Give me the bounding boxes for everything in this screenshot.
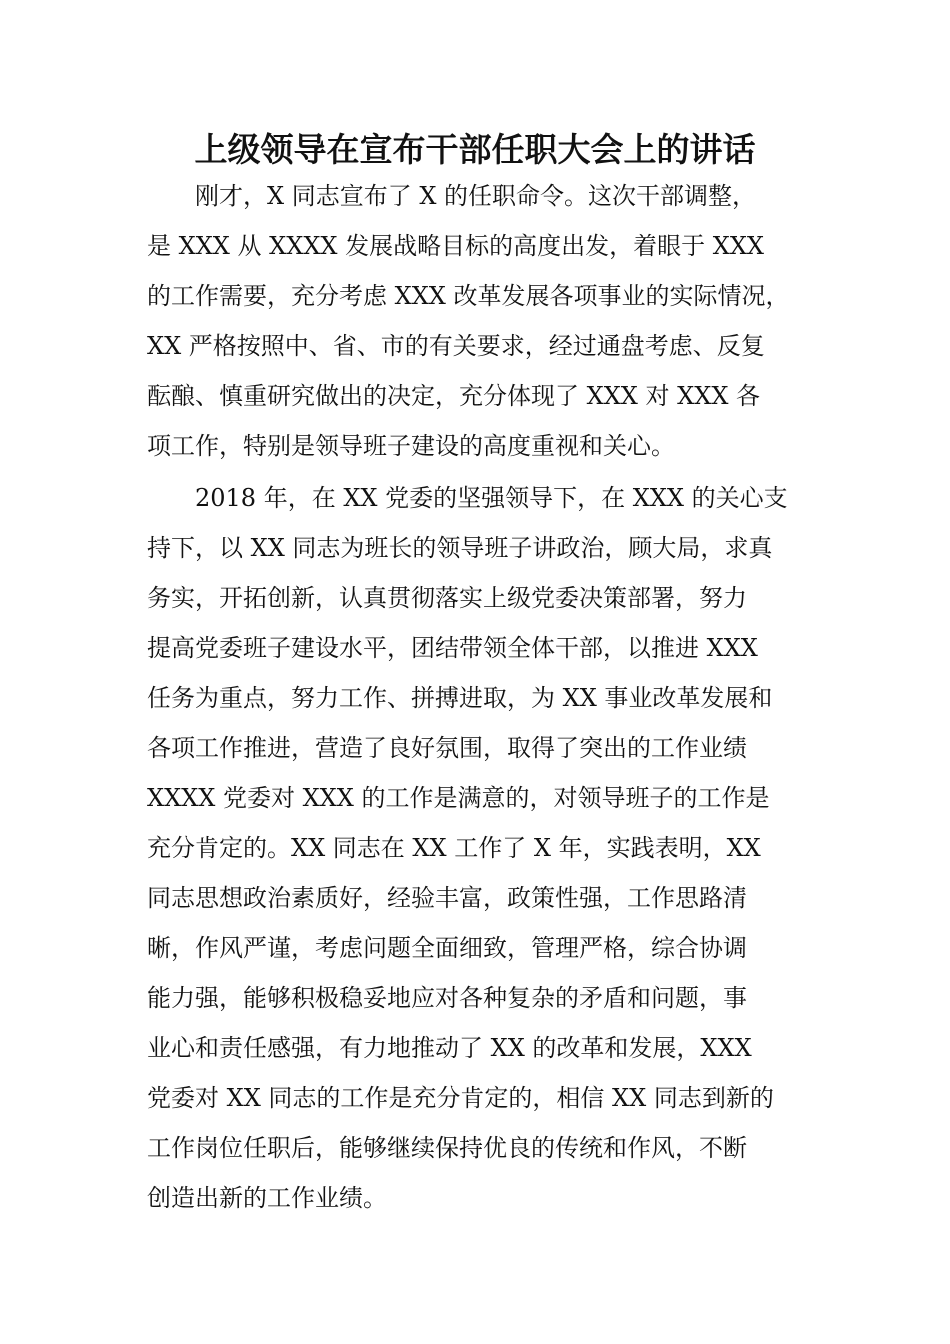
paragraph-1-line-6: 项工作，特别是领导班子建设的高度重视和关心。 <box>147 432 675 460</box>
paragraph-2-line-7: XXXX 党委对 XXX 的工作是满意的，对领导班子的工作是 <box>147 784 770 812</box>
paragraph-2-line-1: 2018 年，在 XX 党委的坚强领导下，在 XXX 的关心支 <box>195 484 788 512</box>
paragraph-2-line-4: 提高党委班子建设水平，团结带领全体干部，以推进 XXX <box>147 634 758 662</box>
paragraph-2-line-12: 业心和责任感强，有力地推动了 XX 的改革和发展，XXX <box>147 1034 752 1062</box>
paragraph-1-line-5: 酝酿、慎重研究做出的决定，充分体现了 XXX 对 XXX 各 <box>147 382 761 410</box>
paragraph-2-line-13: 党委对 XX 同志的工作是充分肯定的，相信 XX 同志到新的 <box>147 1084 774 1112</box>
paragraph-1-line-3: 的工作需要，充分考虑 XXX 改革发展各项事业的实际情况， <box>147 282 790 310</box>
paragraph-1-line-4: XX 严格按照中、省、市的有关要求，经过通盘考虑、反复 <box>147 332 765 360</box>
paragraph-2-line-10: 晰，作风严谨，考虑问题全面细致，管理严格，综合协调 <box>147 934 747 962</box>
paragraph-2-line-5: 任务为重点，努力工作、拼搏进取，为 XX 事业改革发展和 <box>147 684 773 712</box>
paragraph-2-line-14: 工作岗位任职后，能够继续保持优良的传统和作风，不断 <box>147 1134 747 1162</box>
paragraph-1-line-2: 是 XXX 从 XXXX 发展战略目标的高度出发，着眼于 XXX <box>147 232 765 260</box>
paragraph-2-line-3: 务实，开拓创新，认真贯彻落实上级党委决策部署，努力 <box>147 584 747 612</box>
paragraph-2-line-15: 创造出新的工作业绩。 <box>147 1184 387 1212</box>
paragraph-2-line-2: 持下，以 XX 同志为班长的领导班子讲政治，顾大局，求真 <box>147 534 773 562</box>
document-title: 上级领导在宣布干部任职大会上的讲话 <box>194 130 756 169</box>
paragraph-2-line-11: 能力强，能够积极稳妥地应对各种复杂的矛盾和问题，事 <box>147 984 747 1012</box>
paragraph-1-line-1: 刚才，X 同志宣布了 X 的任职命令。这次干部调整， <box>195 182 757 210</box>
paragraph-2-line-8: 充分肯定的。XX 同志在 XX 工作了 X 年，实践表明，XX <box>147 834 761 862</box>
paragraph-2-line-9: 同志思想政治素质好，经验丰富，政策性强，工作思路清 <box>147 884 747 912</box>
paragraph-2-line-6: 各项工作推进，营造了良好氛围，取得了突出的工作业绩 <box>147 734 747 762</box>
